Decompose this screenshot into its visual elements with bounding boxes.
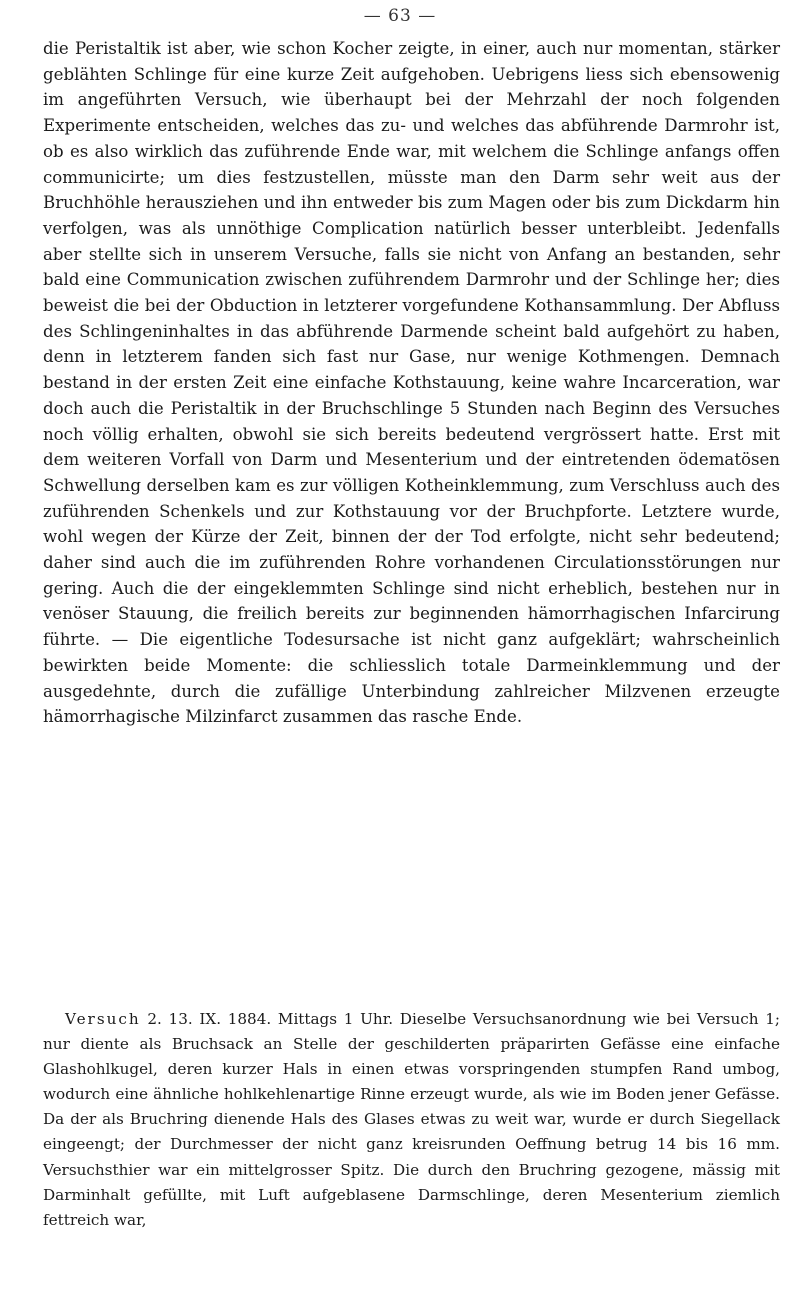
page-number: — 63 —	[363, 6, 437, 26]
versuch-label: Versuch	[65, 1010, 141, 1028]
versuch-paragraph	[43, 1007, 780, 1233]
main-text-block	[43, 36, 780, 730]
versuch-body: 2. 13. IX. 1884. Mittags 1 Uhr. Dieselbe Versuchsanordnung wie bei Versuch 1; nur diente als Bruchsack an Stelle der geschilderten präparirten Gefässe eine einfache Glashohlkugel, deren kurzer Hals in einen etwas vorspringenden stumpfen Rand umbog, wodurch eine ähnliche hohlkehlenartige Rinne erzeugt wurde, als wie im Boden jener Gefässe. Da der als Bruchring dienende Hals des Glases etwas zu weit war, wurde er durch Siegellack eingeengt; der Durchmesser der nicht ganz kreisrunden Oeffnung betrug 14 bis 16 mm. Versuchsthier war ein mittelgrosser Spitz. Die durch den Bruchring gezogene, mässig mit Darminhalt gefüllte, mit Luft aufgeblasene Darmschlinge, deren Mesenterium ziemlich fettreich war,	[43, 1010, 780, 1229]
main-paragraph: die Peristaltik ist aber, wie schon Kocher zeigte, in einer, auch nur momentan, stärker geblähten Schlinge für eine kurze Zeit aufgehoben. Uebrigens liess sich ebensowenig im angeführten Versuch, wie überhaupt bei der Mehrzahl der noch folgenden Experimente entscheiden, welches das zu- und welches das abführende Darmrohr ist, ob es also wirklich das zuführende Ende war, mit welchem die Schlinge anfangs offen communicirte; um dies festzustellen, müsste man den Darm sehr weit aus der Bruchhöhle herausziehen und ihn entweder bis zum Magen oder bis zum Dickdarm hin verfolgen, was als unnöthige Complication natürlich besser unterbleibt. Jedenfalls aber stellte sich in unserem Versuche, falls sie nicht von Anfang an bestanden, sehr bald eine Communication zwischen zuführendem Darmrohr und der Schlinge her; dies beweist die bei der Obduction in letzterer vorgefundene Kothansammlung. Der Abfluss des Schlingeninhaltes in das abführende Darmende scheint bald aufgehört zu haben, denn in letzterem fanden sich fast nur Gase, nur wenige Kothmengen. Demnach bestand in der ersten Zeit eine einfache Kothstauung, keine wahre Incarceration, war doch auch die Peristaltik in der Bruchschlinge 5 Stunden nach Beginn des Versuches noch völlig erhalten, obwohl sie sich bereits bedeutend vergrössert hatte. Erst mit dem weiteren Vorfall von Darm und Mesenterium und der eintretenden ödematösen Schwellung derselben kam es zur völligen Kotheinklemmung, zum Verschluss auch des zuführenden Schenkels und zur Kothstauung vor der Bruchpforte. Letztere wurde, wohl wegen der Kürze der Zeit, binnen der der Tod erfolgte, nicht sehr bedeutend; daher sind auch die im zuführenden Rohre vorhandenen Circulationsstörungen nur gering. Auch die der eingeklemmten Schlinge sind nicht erheblich, bestehen nur in venöser Stauung, die freilich bereits zur beginnenden hämorrhagischen Infarcirung führte. — Die eigentliche Todesursache ist nicht ganz aufgeklärt; wahrscheinlich bewirkten beide Momente: die schliesslich totale Darmeinklemmung und der ausgedehnte, durch die zufällige Unterbindung zahlreicher Milzvenen erzeugte hämorrhagische Milzinfarct zusammen das rasche Ende.	[43, 39, 780, 727]
versuch-text-block	[43, 1007, 780, 1233]
